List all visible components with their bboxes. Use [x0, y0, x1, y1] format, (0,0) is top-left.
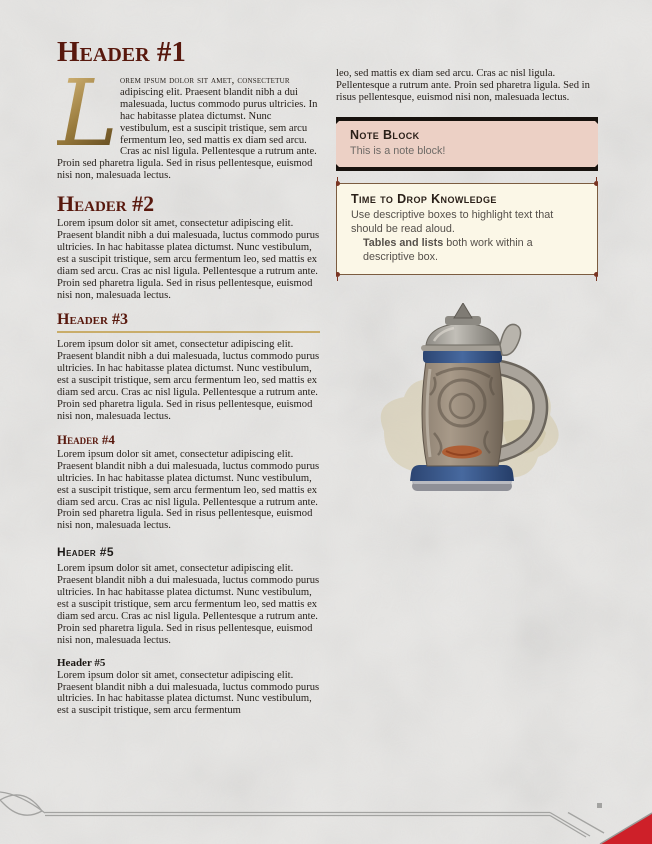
- callout-rest-text: both work within a descriptive box.: [363, 236, 533, 263]
- note-block-bottom-bar: [336, 167, 598, 171]
- beer-stein-image: [350, 303, 582, 501]
- footer-decoration: [0, 784, 652, 844]
- footer-square-dot: [597, 803, 602, 808]
- lead-smallcaps-text: orem ipsum dolor sit amet, consectetur: [120, 75, 290, 86]
- column-continuation-paragraph: leo, sed mattis ex diam sed arcu. Cras ac nisl ligula. Pellentesque a rutrum ante. Proin sed pharetra ligula. Sed in risus pellentesque, euismod nisi non, malesuada lectus.: [336, 68, 590, 103]
- corner-pin-icon: [594, 272, 598, 277]
- left-column: [57, 38, 320, 794]
- corner-pin-icon: [336, 181, 340, 186]
- heading-2: Header #2: [57, 191, 155, 217]
- heading-1: Header #1: [57, 38, 186, 68]
- descriptive-box-text: Use descriptive boxes to highlight text that should be read aloud.: [351, 208, 554, 235]
- note-block-body: [336, 121, 598, 167]
- note-block: [336, 117, 598, 171]
- corner-pin-icon: [336, 272, 340, 277]
- section-paragraph: Lorem ipsum dolor sit amet, consectetur adipiscing elit. Praesent blandit nibh a dui malesuada, luctus commodo purus ultricies. In hac habitasse platea dictumst. Nunc vestibulum, est a suscipit tristique, sem arcu fermentum leo, sed mattis ex diam sed arcu. Cras ac nisl ligula. Pellentesque a rutrum ante. Proin sed pharetra ligula. Sed in risus pellentesque, euismod nisi non, malesuada lectus.: [57, 563, 320, 646]
- section-paragraph: Lorem ipsum dolor sit amet, consectetur adipiscing elit. Praesent blandit nibh a dui malesuada, luctus commodo purus ultricies. In hac habitasse platea dictumst. Nunc vestibulum, est a suscipit tristique, sem arcu fermentum leo, sed mattis ex diam sed arcu. Cras ac nisl ligula. Pellentesque a rutrum ante. Proin sed pharetra ligula. Sed in risus pellentesque, euismod nisi non, malesuada lectus.: [57, 218, 320, 301]
- right-column: [336, 38, 598, 798]
- lead-paragraph: [57, 60, 320, 182]
- heading-3: Header #3: [57, 312, 320, 334]
- page-content: [57, 38, 598, 798]
- heading-4: Header #4: [57, 431, 115, 447]
- section-paragraph: Lorem ipsum dolor sit amet, consectetur adipiscing elit. Praesent blandit nibh a dui malesuada, luctus commodo purus ultricies. In hac habitasse platea dictumst. Nunc vestibulum, est a suscipit tristique, sem arcu fermentum leo, sed mattis ex diam sed arcu. Cras ac nisl ligula. Pellentesque a rutrum ante. Proin sed pharetra ligula. Sed in risus pellentesque, euismod nisi non, malesuada lectus.: [57, 339, 320, 422]
- note-block-text: This is a note block!: [350, 144, 446, 157]
- note-block-top-bar: [336, 117, 598, 121]
- descriptive-box: [336, 183, 598, 275]
- section-paragraph: Lorem ipsum dolor sit amet, consectetur adipiscing elit. Praesent blandit nibh a dui malesuada, luctus commodo purus ultricies. In hac habitasse platea dictumst. Nunc vestibulum, est a suscipit tristique, sem arcu fermentum: [57, 669, 320, 717]
- drop-cap-letter: L: [57, 60, 119, 167]
- corner-pin-icon: [594, 181, 598, 186]
- callout-bold-text: Tables and lists: [363, 236, 444, 249]
- note-block-title: Note Block: [350, 127, 420, 142]
- lead-body-text: adipiscing elit. Praesent blandit nibh a dui malesuada, luctus commodo purus ultricies. In hac habitasse platea dictumst. Nunc vestibulum, est a suscipit tristique, sem arcu fermentum leo, sed mattis ex diam sed arcu. Cras ac nisl ligula. Pellentesque a rutrum ante. Proin sed pharetra ligula. Sed in risus pellentesque, euismod nisi non, malesuada lectus.: [57, 86, 318, 182]
- descriptive-box-title: Time to Drop Knowledge: [351, 191, 497, 206]
- section-paragraph: Lorem ipsum dolor sit amet, consectetur adipiscing elit. Praesent blandit nibh a dui malesuada, luctus commodo purus ultricies. In hac habitasse platea dictumst. Nunc vestibulum, est a suscipit tristique, sem arcu fermentum leo, sed mattis ex diam sed arcu. Cras ac nisl ligula. Pellentesque a rutrum ante. Proin sed pharetra ligula. Sed in risus pellentesque, euismod nisi non, malesuada lectus.: [57, 448, 320, 532]
- beer-stein-illustration: [350, 303, 582, 506]
- descriptive-box-callout: [351, 236, 585, 264]
- heading-6: Header #5: [57, 656, 106, 669]
- heading-5: Header #5: [57, 545, 114, 560]
